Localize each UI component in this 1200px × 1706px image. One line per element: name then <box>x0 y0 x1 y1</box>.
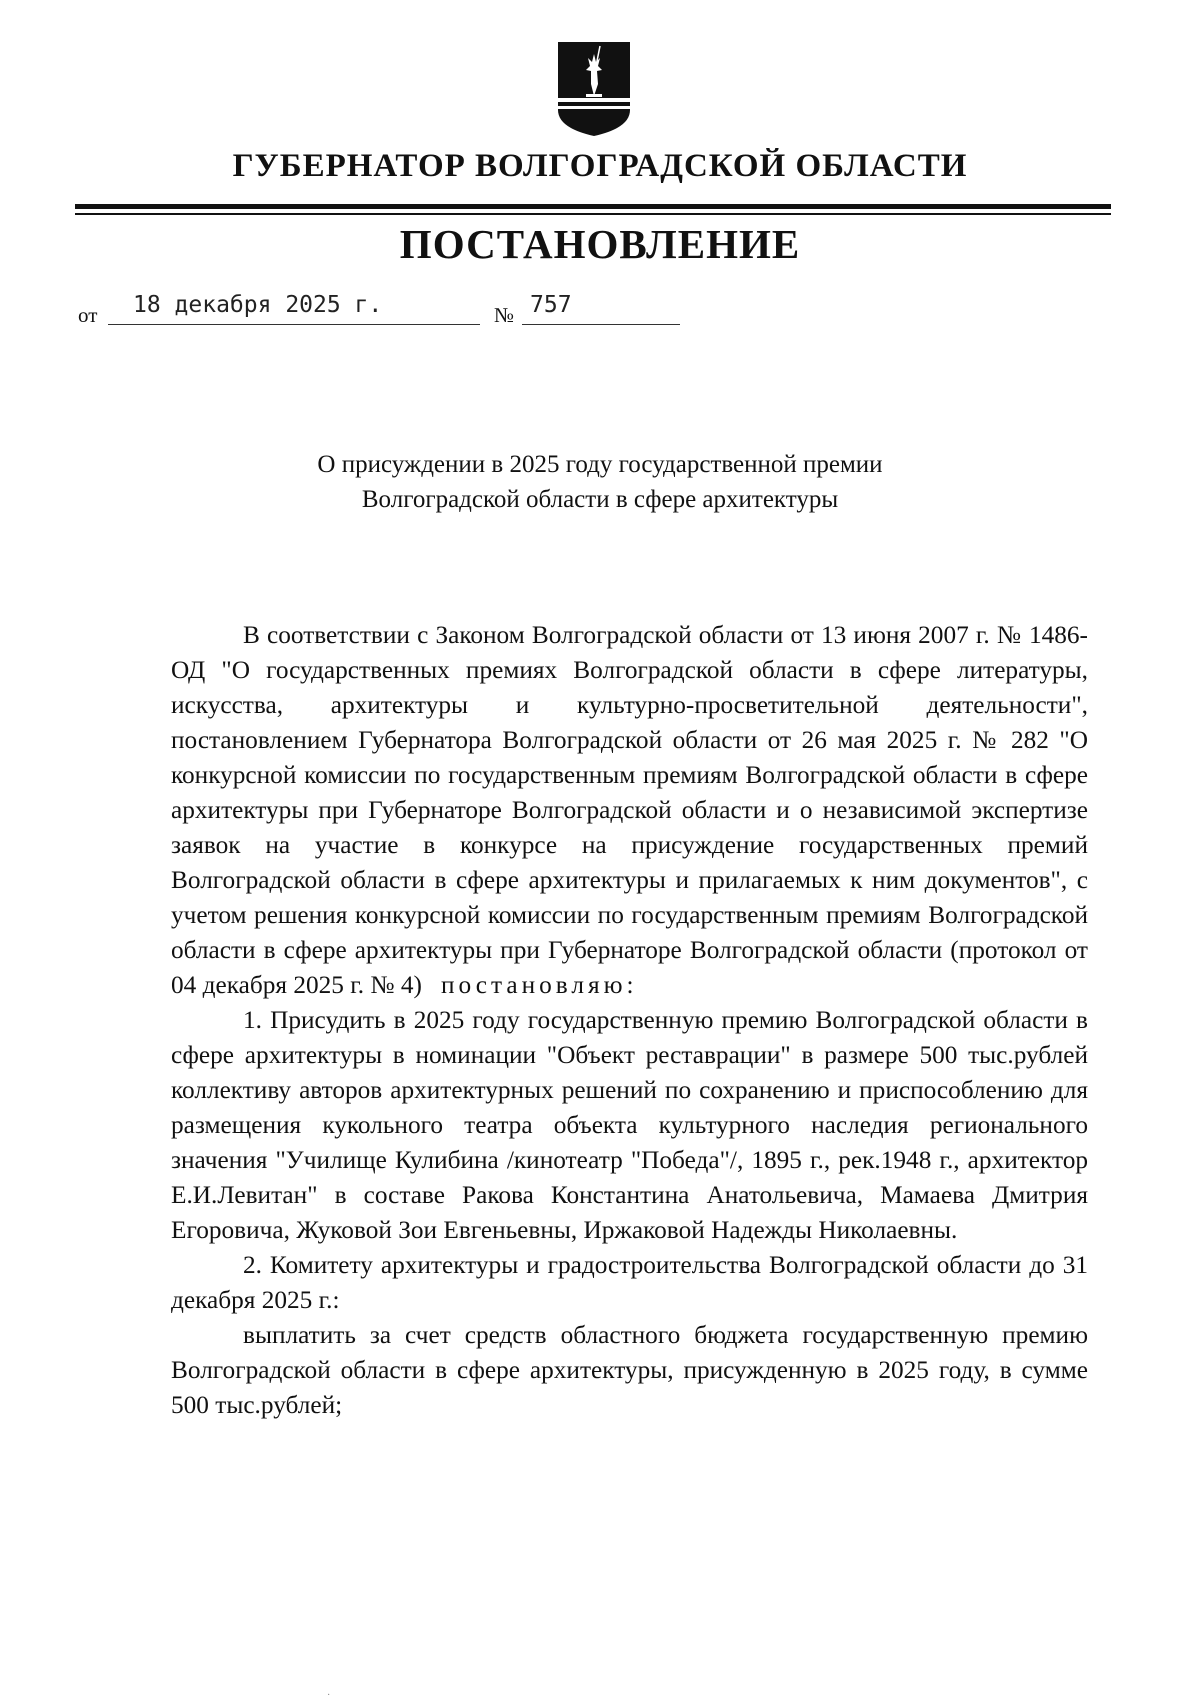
document-number: 757 <box>530 292 572 318</box>
item-1-paragraph: 1. Присудить в 2025 году государственную премию Волгоградской области в сфере архитектуры в номинации "Объект реставрации" в размере 500 тыс.рублей коллективу авторов архитектурных решений по сохранению и приспособлению для размещения кукольного театра объекта культурного наследия регионального значения "Училище Кулибина /кинотеатр "Победа"/, 1895 г., рек.1948 г., архитектор Е.И.Левитан" в составе Ракова Константина Анатольевича, Мамаева Дмитрия Егоровича, Жуковой Зои Евгеньевны, Иржаковой Надежды Николаевны. <box>171 1006 1088 1244</box>
issuing-authority: ГУБЕРНАТОР ВОЛГОГРАДСКОЙ ОБЛАСТИ <box>232 148 968 184</box>
header-rule-thin <box>75 213 1111 215</box>
subject-line-1: О присуждении в 2025 году государственной премии <box>317 451 883 478</box>
number-label: № <box>494 303 515 327</box>
coat-of-arms-icon <box>556 40 632 138</box>
header-rule-thick <box>75 204 1111 209</box>
preamble-paragraph <box>171 618 1088 1003</box>
scan-artifact: · <box>327 1690 331 1701</box>
date-underline <box>108 324 480 325</box>
subject-line-2: Волгоградской области в сфере архитектуры <box>361 486 839 513</box>
preamble-text: В соответствии с Законом Волгоградской области от 13 июня 2007 г. № 1486-ОД "О государственных премиях Волгоградской области в сфере литературы, искусства, архитектуры и культурно-просветительной деятельности", постановлением Губернатора Волгоградской области от 26 мая 2025 г. № 282 "О конкурсной комиссии по государственным премиям Волгоградской области в сфере архитектуры при Губернаторе Волгоградской области и о независимой экспертизе заявок на участие в конкурсе на присуждение государственных премий Волгоградской области в сфере архитектуры и прилагаемых к ним документов", с учетом решения конкурсной комиссии по государственным премиям Волгоградской области в сфере архитектуры при Губернаторе Волгоградской области (протокол от 04 декабря 2025 г. № 4) <box>171 621 1088 999</box>
document-body <box>171 618 1088 1423</box>
decree-word: постановляю: <box>440 971 638 999</box>
item-2-subparagraph: выплатить за счет средств областного бюджета государственную премию Волгоградской области в сфере архитектуры, присужденную в 2025 году, в сумме 500 тыс.рублей; <box>171 1321 1088 1419</box>
document-type-title: ПОСТАНОВЛЕНИЕ <box>399 221 801 267</box>
number-underline <box>522 324 680 325</box>
item-2-paragraph: 2. Комитету архитектуры и градостроительства Волгоградской области до 31 декабря 2025 г.: <box>171 1251 1088 1314</box>
document-subject <box>0 447 1200 517</box>
date-label: от <box>78 303 98 327</box>
document-date: 18 декабря 2025 г. <box>133 292 383 318</box>
